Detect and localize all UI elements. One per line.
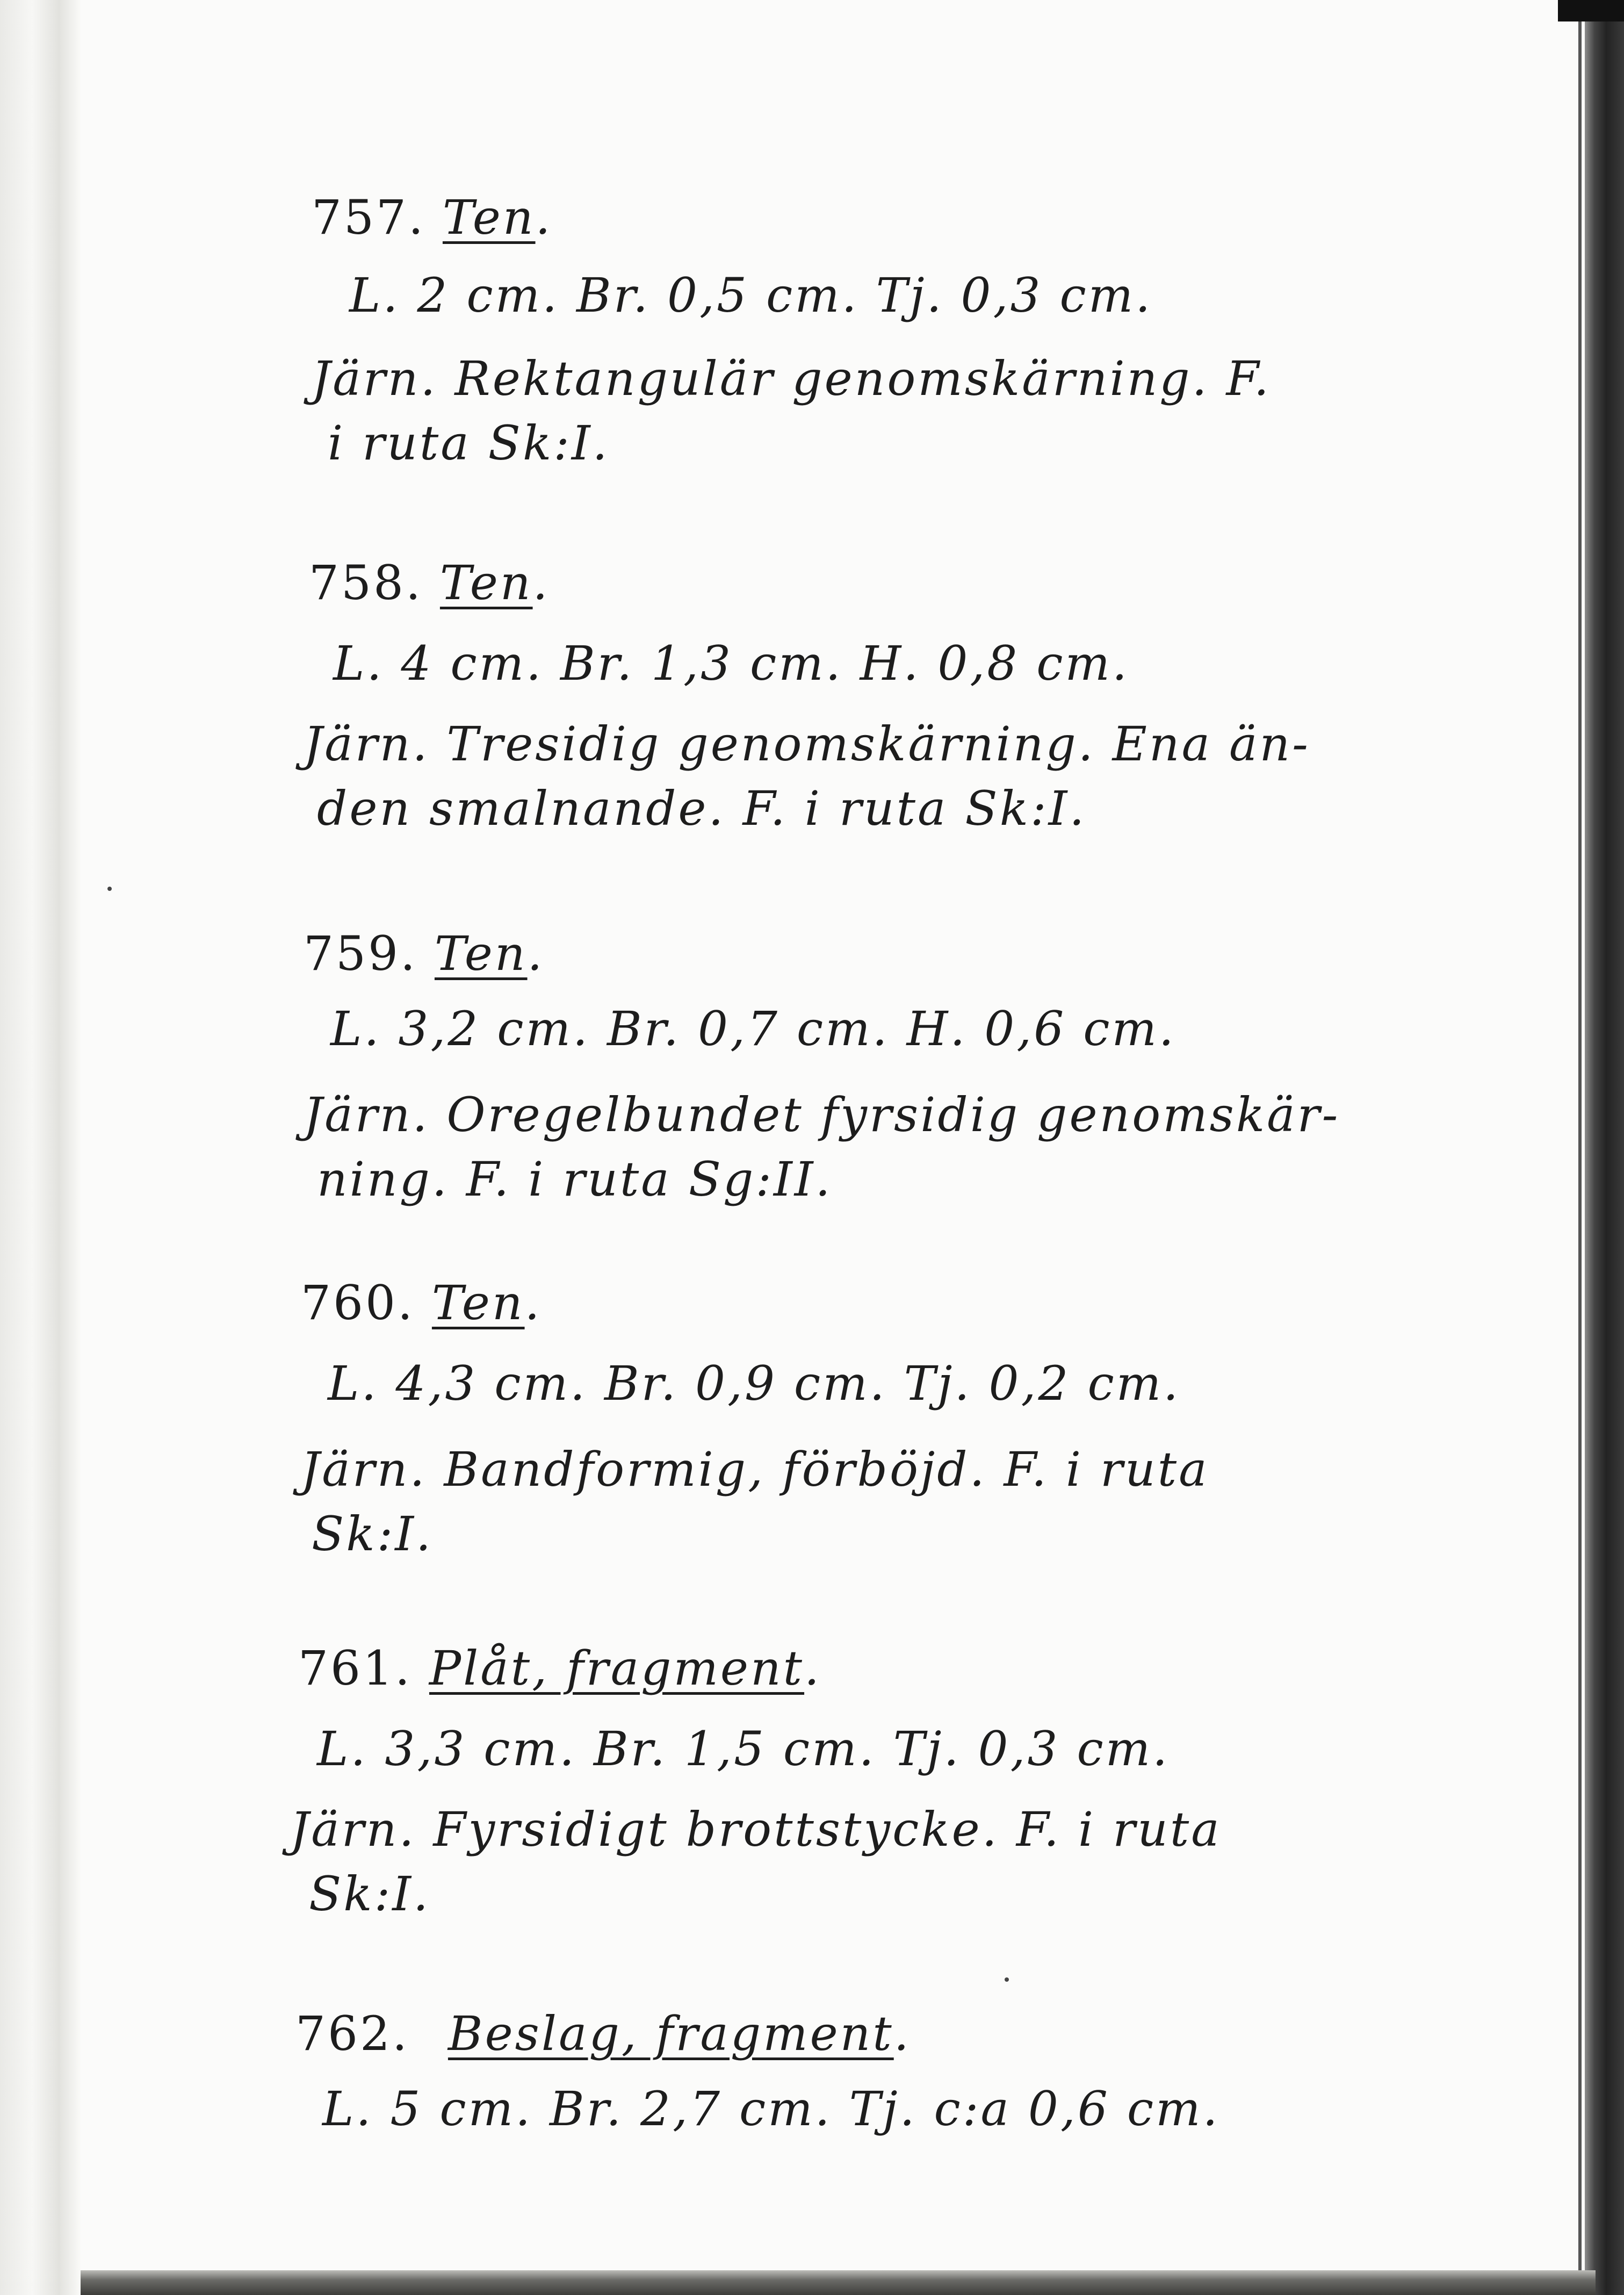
paper-speck bbox=[107, 887, 112, 891]
paper-speck bbox=[1005, 1977, 1009, 1982]
entry-description: Sk:I. bbox=[309, 1866, 430, 1922]
entry-measurements: L. 4 cm. Br. 1,3 cm. H. 0,8 cm. bbox=[333, 636, 1129, 691]
entry-description: den smalnande. F. i ruta Sk:I. bbox=[317, 781, 1087, 836]
entry-measurements: L. 4,3 cm. Br. 0,9 cm. Tj. 0,2 cm. bbox=[328, 1356, 1181, 1411]
entry-title: Ten bbox=[442, 190, 536, 245]
entry-measurements: L. 3,3 cm. Br. 1,5 cm. Tj. 0,3 cm. bbox=[317, 1721, 1170, 1776]
entry-number: 760. bbox=[301, 1275, 415, 1330]
entry-number: 761. bbox=[298, 1641, 412, 1696]
entry-description: ning. F. i ruta Sg:II. bbox=[317, 1152, 833, 1207]
book-right-edge bbox=[1585, 0, 1624, 2295]
entry-heading: 761. Plåt, fragment. bbox=[298, 1641, 822, 1696]
entry-description: Järn. Rektangulär genomskärning. F. bbox=[312, 351, 1271, 406]
entry-description: Järn. Fyrsidigt brottstycke. F. i ruta bbox=[290, 1802, 1222, 1857]
entry-heading: 760. Ten. bbox=[301, 1275, 542, 1330]
entry-title: Ten bbox=[434, 926, 528, 981]
entry-heading: 758. Ten. bbox=[309, 555, 550, 610]
entry-title: Beslag, fragment bbox=[447, 2006, 894, 2061]
entry-description: i ruta Sk:I. bbox=[328, 415, 610, 471]
entry-heading: 759. Ten. bbox=[304, 926, 545, 981]
book-bottom-edge bbox=[81, 2270, 1596, 2295]
book-corner-shadow bbox=[1558, 0, 1624, 21]
entry-number: 759. bbox=[304, 926, 417, 981]
entry-description: Sk:I. bbox=[312, 1506, 433, 1562]
entry-measurements: L. 5 cm. Br. 2,7 cm. Tj. c:a 0,6 cm. bbox=[322, 2081, 1220, 2136]
entry-number: 757. bbox=[312, 190, 425, 245]
entry-heading: 757. Ten. bbox=[312, 190, 553, 245]
entry-description: Järn. Bandformig, förböjd. F. i ruta bbox=[301, 1442, 1209, 1497]
entry-title: Ten bbox=[439, 555, 533, 610]
entry-number: 762. bbox=[295, 2006, 409, 2061]
entry-heading: 762. Beslag, fragment. bbox=[295, 2006, 911, 2061]
entry-title: Plåt, fragment bbox=[429, 1641, 805, 1696]
page-right-border bbox=[1578, 16, 1582, 2273]
entry-description: Järn. Tresidig genomskärning. Ena än- bbox=[304, 716, 1310, 772]
entry-title: Ten bbox=[431, 1275, 525, 1330]
entry-measurements: L. 2 cm. Br. 0,5 cm. Tj. 0,3 cm. bbox=[349, 268, 1153, 323]
entry-description: Järn. Oregelbundet fyrsidig genomskär- bbox=[304, 1087, 1340, 1142]
entry-measurements: L. 3,2 cm. Br. 0,7 cm. H. 0,6 cm. bbox=[330, 1001, 1176, 1056]
entry-number: 758. bbox=[309, 555, 423, 610]
